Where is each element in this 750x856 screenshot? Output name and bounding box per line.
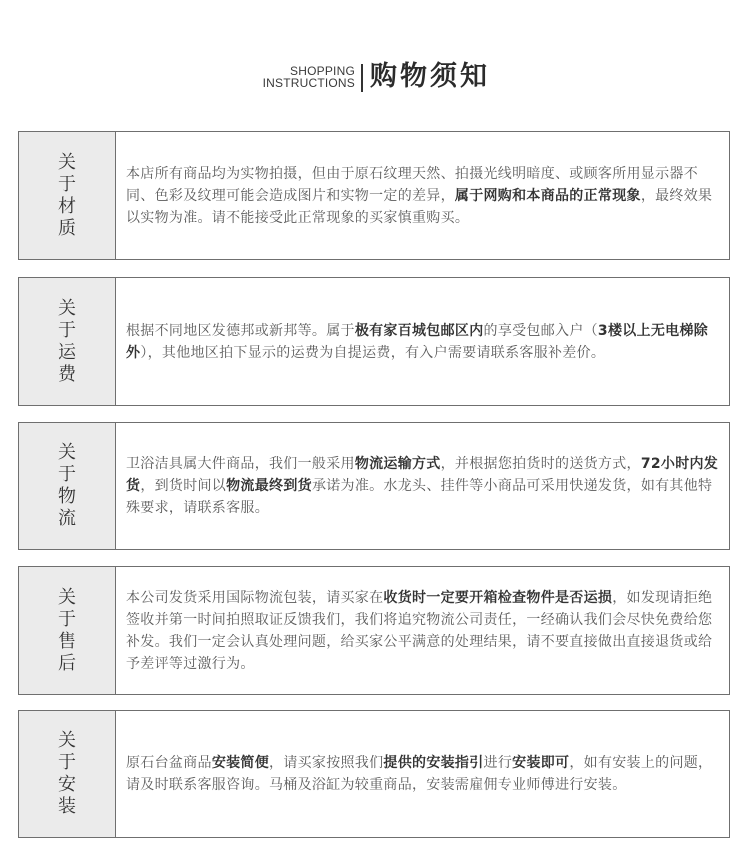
body-text: ，如发现请拒绝签收并第一时间拍照取证反馈我们，我们将追究物流公司责任，一经确认我们会尽快免费给您补发。我们一定会认真处理问题，给买家公平满意的处理结果，请不要直接做出直接退货或给予差评等过激行为。 (126, 589, 713, 672)
section-installation (18, 710, 730, 838)
body-text: 承诺为准。水龙头、挂件等小商品可采用快递发货，如有其他特殊要求，请联系客服。 (126, 478, 713, 516)
section-logistics (18, 422, 730, 550)
body-text: ，并根据您拍货时的送货方式， (440, 456, 641, 472)
body-text: 进行 (483, 755, 513, 771)
section-content (116, 132, 729, 259)
section-material (18, 131, 730, 260)
english-title-line2: INSTRUCTIONS (262, 76, 355, 90)
section-text (126, 752, 719, 796)
section-label-cell (19, 711, 116, 837)
english-title (263, 65, 355, 89)
emphasis-text: 属于网购和本商品的正常现象 (454, 187, 641, 204)
section-label: 关于物流 (58, 442, 76, 529)
section-shipping-fee (18, 277, 730, 406)
section-label-cell (19, 278, 116, 405)
section-after-sales (18, 566, 730, 695)
emphasis-text: 物流运输方式 (354, 456, 441, 472)
section-label-cell (19, 423, 116, 549)
emphasis-text: 3楼以上无电梯除外 (126, 322, 709, 361)
body-text: ，如有安装上的问题，请及时联系客服咨询。马桶及浴缸为较重商品，安装需雇佣专业师傅进行安装。 (126, 755, 713, 793)
section-label: 关于售后 (58, 586, 76, 674)
body-text: ），其他地区拍下显示的运费为自提运费，有入户需要请联系客服补差价。 (140, 344, 606, 361)
page-title: 购物须知 (370, 61, 490, 92)
emphasis-text: 提供的安装指引 (383, 755, 484, 771)
body-text: 本公司发货采用国际物流包装，请买家在 (126, 589, 384, 606)
title-divider (361, 64, 363, 92)
section-content (116, 278, 729, 405)
emphasis-text: 极有家百城包邮区内 (354, 322, 484, 339)
body-text: ，到货时间以 (140, 478, 227, 494)
body-text: 的享受包邮入户（ (483, 322, 598, 339)
page-header (0, 58, 750, 98)
body-text: 卫浴洁具属大件商品，我们一般采用 (126, 456, 355, 472)
section-label-cell (19, 567, 116, 694)
body-text: ，请买家按照我们 (269, 755, 384, 771)
section-text (126, 163, 719, 229)
section-text (126, 587, 719, 675)
section-label: 关于材质 (58, 151, 76, 239)
body-text: 根据不同地区发德邦或新邦等。属于 (126, 322, 355, 339)
body-text: 原石台盆商品 (126, 755, 212, 771)
section-content (116, 711, 729, 837)
section-text (126, 453, 719, 519)
section-label-cell (19, 132, 116, 259)
section-content (116, 423, 729, 549)
emphasis-text: 安装即可 (512, 755, 570, 771)
section-content (116, 567, 729, 694)
emphasis-text: 物流最终到货 (226, 478, 312, 494)
body-text: 本店所有商品均为实物拍摄，但由于原石纹理天然、拍摄光线明暗度、或顾客所用显示器不同、色彩及纹理可能会造成图片和实物一定的差异， (126, 165, 698, 204)
section-label: 关于安装 (58, 730, 76, 817)
section-label: 关于运费 (58, 297, 76, 385)
english-title-line1: SHOPPING (290, 64, 355, 78)
emphasis-text: 72小时内发货 (126, 456, 719, 494)
body-text: ，最终效果以实物为准。请不能接受此正常现象的买家慎重购买。 (126, 187, 713, 226)
emphasis-text: 安装简便 (211, 755, 270, 771)
section-text (126, 320, 719, 364)
emphasis-text: 收货时一定要开箱检查物件是否运损 (383, 589, 613, 606)
